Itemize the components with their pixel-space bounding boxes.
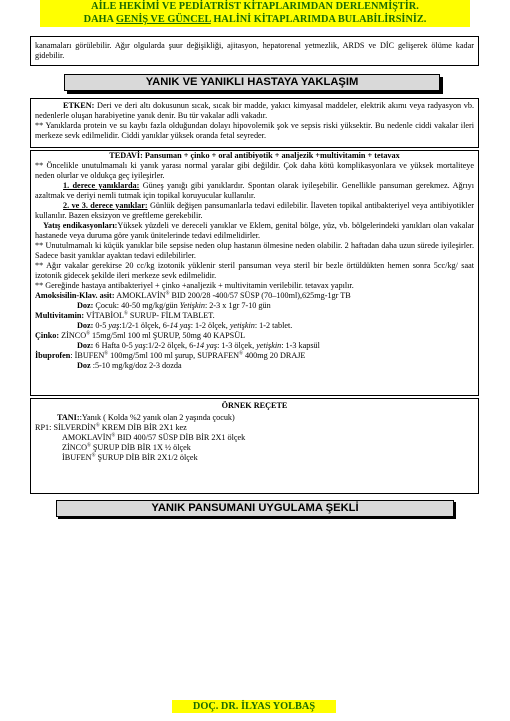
yatis-label: Yatış endikasyonları: xyxy=(43,221,118,230)
section-title-pansuman xyxy=(56,500,454,517)
multivitamin-brand: VİTABİOL xyxy=(84,311,125,320)
ibuprofen-line xyxy=(35,351,474,361)
cinko-dose xyxy=(35,341,474,351)
multivitamin-dose-d: : 1-2 tablet. xyxy=(254,321,293,330)
recete-rp1 xyxy=(35,423,474,433)
header-line-2-a: DAHA xyxy=(83,14,116,25)
etken-note: ** Yanıklarda protein ve su kaybı fazla olduğundan dolayı hipovolemik şok ve sepsis riski yüksektir. Bu nedenle ciddi vakalar ileri merkeze sevk edilmelidir. Ciddi yanıklar yüksek oranda fetal seyreder. xyxy=(35,121,474,140)
multivitamin-dose-adult: yetişkin xyxy=(229,321,255,330)
amoksisilin-line xyxy=(35,291,474,301)
amoksisilin-label: Amoksisilin-Klav. asit: xyxy=(35,291,115,300)
registered-mark: ® xyxy=(87,443,91,449)
tedavi-p3: ** Ağır vakalar gerekirse 20 cc/kg izotonik yüklenir steril pansuman veya steril bir bezle örtüldükten hemen sonra 5cc/kg/ saat izotonik gidecek şekilde ileri merkeze sevk edilmelidir. xyxy=(35,261,474,280)
cinko-dose-age1: yaş xyxy=(134,341,146,350)
recete-rp4-drug: İBUFEN xyxy=(62,453,92,462)
etken-text: Deri ve deri altı dokusunun sıcak, sıcak bir madde, yakıcı kimyasal maddeler, elektrik akımı veya radyasyon vb. nedenlerle oluşan harabiyetine yanık denir. Bu tür vakalar adli vakadır. xyxy=(35,101,474,120)
registered-mark: ® xyxy=(165,291,170,297)
etken-label: ETKEN: xyxy=(63,101,95,110)
derece-2-label: 2. ve 3. derece yanıklar: xyxy=(63,201,148,210)
cinko-brand: ZİNCO xyxy=(59,331,87,340)
recete-rp4-rest: ŞURUP DİB BİR 2X1/2 ölçek xyxy=(95,453,198,462)
amoksisilin-dose-adult-label: Yetişkin xyxy=(179,301,205,310)
recete-rp1-prefix: RP1: xyxy=(35,423,52,432)
cinko-dose-a: 6 Hafta 0-5 xyxy=(93,341,135,350)
header-line-1: AİLE HEKİMİ VE PEDİATRİST KİTAPLARIMDAN DERLENMİŞTİR. xyxy=(91,1,419,12)
ibuprofen-dose xyxy=(35,361,474,371)
ibuprofen-forms: 100mg/5ml 100 ml şurup, SUPRAFEN xyxy=(108,351,240,360)
yatis-paragraph xyxy=(35,221,474,241)
amoksisilin-dose-label: Doz: xyxy=(77,301,94,310)
cinko-forms: 15mg/5ml 100 ml ŞURUP, 50mg 40 KAPSÜL xyxy=(90,331,246,340)
amoksisilin-dose-adult: : 2-3 x 1gr 7-10 gün xyxy=(204,301,271,310)
ibuprofen-forms-2: 400mg 20 DRAJE xyxy=(242,351,306,360)
recete-tani xyxy=(35,413,474,423)
registered-mark: ® xyxy=(239,351,243,357)
amoksisilin-forms: BID 200/28 -400/57 SÜSP (70–100ml),625mg-1gr TB xyxy=(169,291,351,300)
multivitamin-forms: SURUP- FİLM TABLET. xyxy=(127,311,215,320)
multivitamin-dose-b: :1/2-1 ölçek, 6- xyxy=(119,321,170,330)
cinko-label: Çinko: xyxy=(35,331,60,340)
recete-rp1-drug: SİLVERDİN xyxy=(51,423,96,432)
derece-2-text: Günlük değişen pansumanlarla tedavi edilebilir. İlaveten topikal antibakteriyel veya antibiyotikler kullanılır. Bazen eksizyon ve greftleme gerekebilir. xyxy=(35,201,474,220)
recete-rp1-rest: KREM DİB BİR 2X1 kez xyxy=(99,423,187,432)
cinko-line xyxy=(35,331,474,341)
yatis-text: Yüksek yüzdeli ve dereceli yanıklar ve Eklem, genital bölge, yüz, vb. bölgelerindeki yanıkları olan vakalar hastanede veya duruma göre yanık ünitelerinde tedavi edilmelidirler. xyxy=(35,221,474,240)
recete-rp3 xyxy=(35,443,474,453)
derece-1-paragraph xyxy=(35,181,474,201)
recete-rp3-drug: ZİNCO xyxy=(62,443,88,452)
intro-text: kanamaları görülebilir. Ağır olgularda şuur değişikliği, ajitasyon, hepatorenal yetmezlik, ARDS ve DİC gelişerek ölüme kadar gidebilir. xyxy=(35,41,474,60)
cinko-dose-age2: 14 yaş xyxy=(195,341,218,350)
cinko-dose-adult: yetişkin xyxy=(256,341,282,350)
ibuprofen-label: İbuprofen xyxy=(35,351,71,360)
tedavi-heading: TEDAVİ: Pansuman + çinko + oral antibiyotik + analjezik +multivitamin + tetavax xyxy=(109,151,400,160)
recete-rp2-drug: AMOKLAVİN xyxy=(62,433,112,442)
tedavi-p2: ** Unutulmamalı ki küçük yanıklar bile sepsise neden olup hastanın ölmesine neden olabilir. 2 haftadan daha uzun sürede iyileşirler. Sadece basit yanıklar ayaktan tedavi edilebilirler. xyxy=(35,241,474,260)
tedavi-p1: ** Öncelikle unutulmamalı ki yanık yarası normal yaralar gibi değildir. Çok daha kötü komplikasyonlara ve yüksek mortaliteye neden olurlar ve oldukça geç iyileşirler. xyxy=(35,161,474,180)
section-title-yanik xyxy=(64,74,440,91)
registered-mark: ® xyxy=(104,351,109,357)
registered-mark: ® xyxy=(124,311,128,317)
cinko-dose-label: Doz: xyxy=(77,341,94,350)
multivitamin-label: Multivitamin: xyxy=(35,311,85,320)
etken-box xyxy=(30,98,479,148)
recete-title: ÖRNEK REÇETE xyxy=(221,401,288,410)
cinko-dose-b: :1/2-2 ölçek, 6- xyxy=(145,341,196,350)
ibuprofen-dose-text: :5-10 mg/kg/doz 2-3 dozda xyxy=(90,361,182,370)
derece-2-paragraph xyxy=(35,201,474,221)
multivitamin-dose-age1: yaş xyxy=(108,321,120,330)
recete-rp2-rest: BID 400/57 SÜSP DİB BİR 2X1 ölçek xyxy=(115,433,246,442)
registered-mark: ® xyxy=(111,433,116,439)
multivitamin-dose-label: Doz: xyxy=(77,321,94,330)
amoksisilin-dose xyxy=(35,301,474,311)
ibuprofen-dose-label: Doz xyxy=(77,361,91,370)
document-header xyxy=(40,0,470,27)
intro-box xyxy=(30,36,479,66)
recete-rp4 xyxy=(35,453,474,463)
ibuprofen-brand: : İBUFEN xyxy=(70,351,105,360)
recete-tani-label: TANI: xyxy=(57,413,80,422)
author-footer: DOÇ. DR. İLYAS YOLBAŞ xyxy=(172,700,336,713)
tedavi-box xyxy=(30,150,479,396)
amoksisilin-brand: AMOKLAVİN xyxy=(114,291,166,300)
multivitamin-dose-c: : 1-2 ölçek, xyxy=(190,321,230,330)
header-line-2-c: HALİNİ KİTAPLARIMDA BULABİLİRSİNİZ. xyxy=(210,14,427,25)
registered-mark: ® xyxy=(95,423,100,429)
recete-tani-text: :Yanık ( Kolda %2 yanık olan 2 yaşında çocuk) xyxy=(79,413,235,422)
tedavi-p4: ** Gereğinde hastaya antibakteriyel + çinko +analjezik + multivitamin verilebilir. tetavax yapılır. xyxy=(35,281,354,290)
registered-mark: ® xyxy=(86,331,90,337)
header-line-2-emphasis: GENİŞ VE GÜNCEL xyxy=(116,14,211,25)
multivitamin-dose-age2: 14 yaş xyxy=(169,321,191,330)
recete-rp2 xyxy=(35,433,474,443)
derece-1-label: 1. derece yanıklarda: xyxy=(63,181,140,190)
registered-mark: ® xyxy=(91,453,96,459)
section-title-pansuman-text: YANIK PANSUMANI UYGULAMA ŞEKLİ xyxy=(151,502,359,514)
multivitamin-line xyxy=(35,311,474,321)
cinko-dose-d: : 1-3 kapsül xyxy=(281,341,320,350)
recete-rp3-rest: ŞURUP DİB BİR 1X ½ ölçek xyxy=(90,443,191,452)
section-title-yanik-text: YANIK VE YANIKLI HASTAYA YAKLAŞIM xyxy=(145,76,359,88)
derece-1-text: Güneş yanığı gibi yanıklardır. Spontan olarak iyileşebilir. Genellikle pansuman gerekmez. Ağrıyı azaltmak ve deriyi nemli tutmak için topikal koruyucular kullanılır. xyxy=(35,181,474,200)
etken-paragraph xyxy=(35,101,474,121)
recete-box xyxy=(30,398,479,494)
cinko-dose-c: : 1-3 ölçek, xyxy=(217,341,257,350)
amoksisilin-dose-child: Çocuk: 40-50 mg/kg/gün xyxy=(93,301,180,310)
multivitamin-dose-a: 0-5 xyxy=(93,321,109,330)
header-line-2 xyxy=(40,13,470,26)
multivitamin-dose xyxy=(35,321,474,331)
